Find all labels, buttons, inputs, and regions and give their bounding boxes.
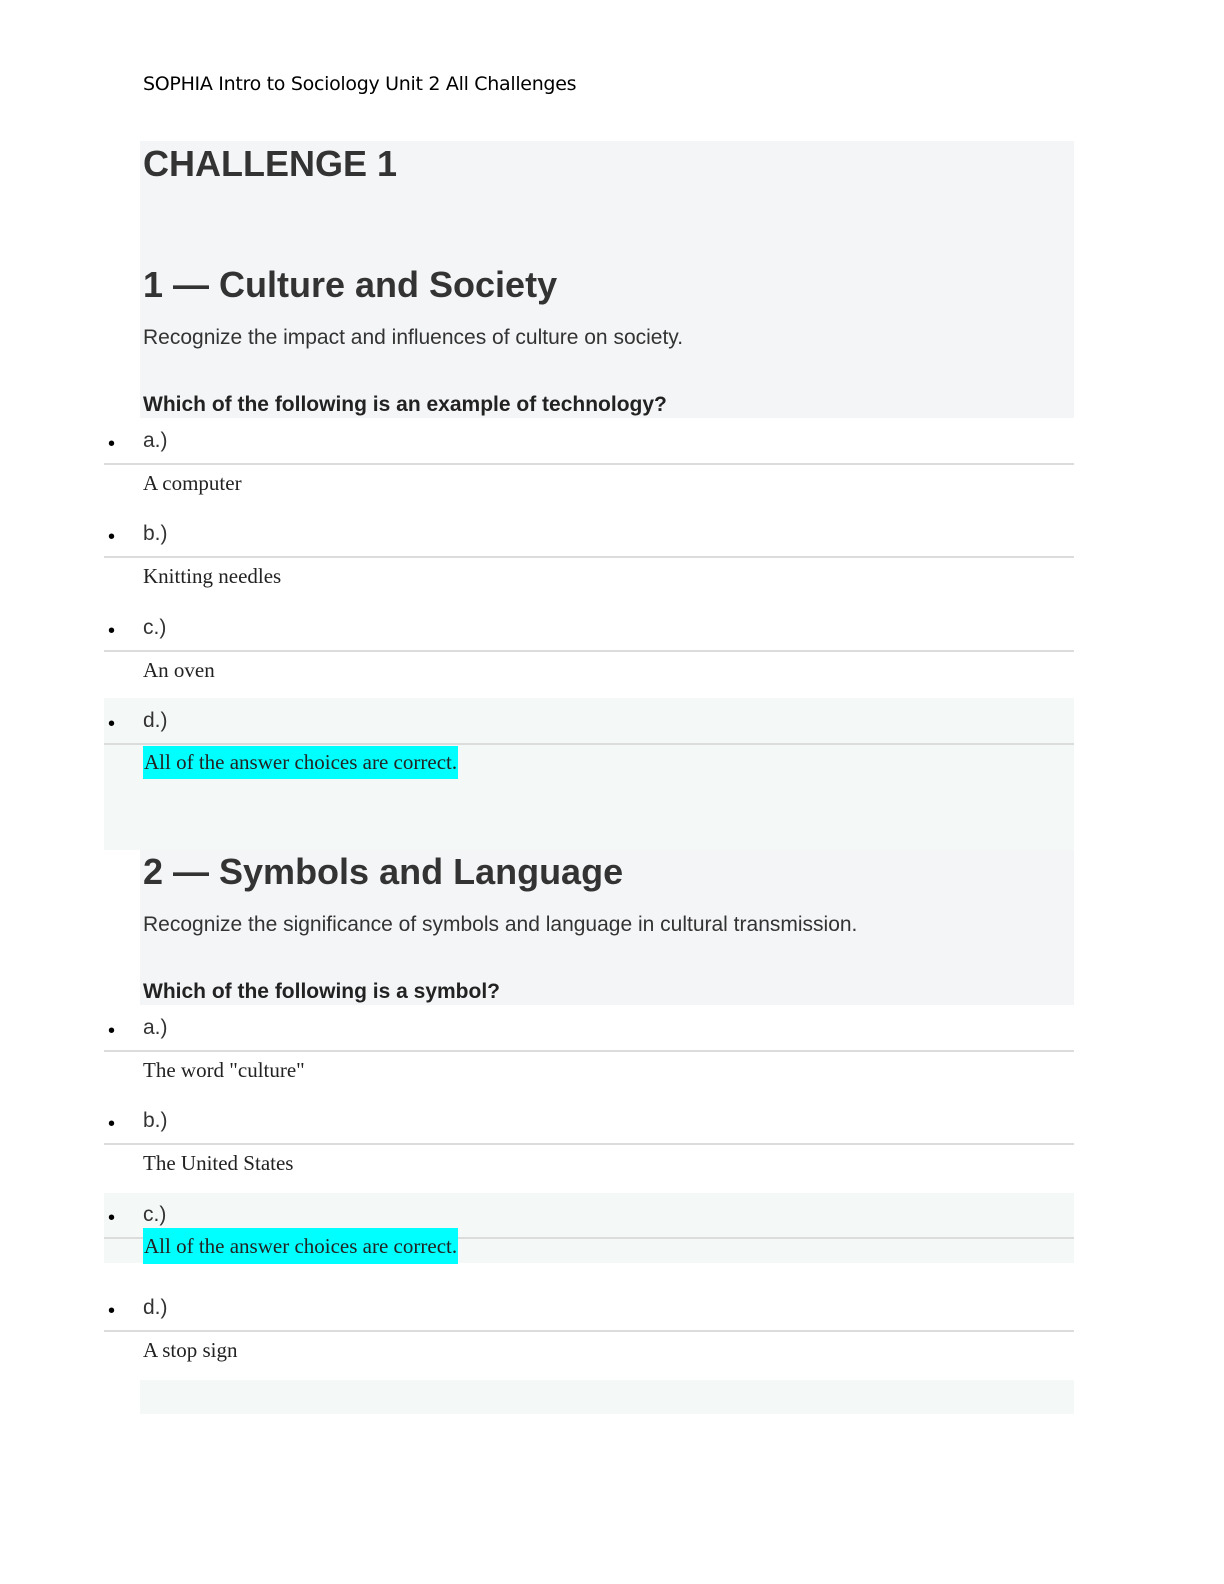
bullet-icon: •	[108, 1020, 116, 1042]
challenge-title: CHALLENGE 1	[143, 143, 398, 184]
choice-letter: b.)	[143, 1109, 168, 1132]
divider	[104, 1050, 1074, 1052]
divider	[104, 1143, 1074, 1145]
section-2-title: 2 — Symbols and Language	[143, 851, 624, 892]
document-header: SOPHIA Intro to Sociology Unit 2 All Challenges	[143, 73, 577, 95]
section-2-question: Which of the following is a symbol?	[143, 980, 500, 1003]
divider	[140, 556, 1074, 558]
choice-letter: a.)	[143, 1016, 168, 1039]
bullet-icon: •	[108, 1300, 116, 1322]
section-2-choice-a[interactable]	[104, 1016, 1074, 1110]
bullet-icon: •	[108, 526, 116, 548]
divider	[104, 1330, 1074, 1332]
section-1-choice-a[interactable]	[104, 429, 1074, 523]
section-2-choice-b[interactable]	[104, 1109, 1074, 1203]
choice-letter: c.)	[143, 1203, 167, 1226]
choice-letter: d.)	[143, 709, 168, 732]
choice-text: The word "culture"	[143, 1058, 305, 1082]
section-1-choice-d[interactable]	[104, 709, 1074, 803]
bullet-icon: •	[108, 620, 116, 642]
choice-letter: a.)	[143, 429, 168, 452]
bullet-icon: •	[108, 433, 116, 455]
divider	[104, 556, 140, 558]
section-1-question: Which of the following is an example of technology?	[143, 393, 667, 416]
choice-letter: b.)	[143, 522, 168, 545]
section-1-title: 1 — Culture and Society	[143, 264, 558, 305]
section-2-choice-c[interactable]	[104, 1203, 1074, 1297]
choice-text: A computer	[143, 471, 242, 495]
choice-text-correct: All of the answer choices are correct.	[143, 746, 458, 779]
bullet-icon: •	[108, 713, 116, 735]
section-2-choice-d[interactable]	[104, 1296, 1074, 1390]
bullet-icon: •	[108, 1207, 116, 1229]
section-1-choice-b[interactable]	[104, 522, 1074, 616]
choice-text: A stop sign	[143, 1338, 238, 1362]
divider	[104, 463, 1074, 465]
choice-text-correct: All of the answer choices are correct.	[143, 1228, 458, 1264]
choice-text: An oven	[143, 658, 215, 682]
divider	[104, 650, 1074, 652]
section-1-description: Recognize the impact and influences of culture on society.	[143, 326, 684, 349]
divider	[104, 743, 1074, 745]
choice-letter: c.)	[143, 616, 167, 639]
section-1-choice-c[interactable]	[104, 616, 1074, 710]
choice-text: The United States	[143, 1151, 294, 1175]
bullet-icon: •	[108, 1113, 116, 1135]
choice-text: Knitting needles	[143, 564, 282, 588]
choice-letter: d.)	[143, 1296, 168, 1319]
section-2-description: Recognize the significance of symbols and language in cultural transmission.	[143, 913, 858, 936]
